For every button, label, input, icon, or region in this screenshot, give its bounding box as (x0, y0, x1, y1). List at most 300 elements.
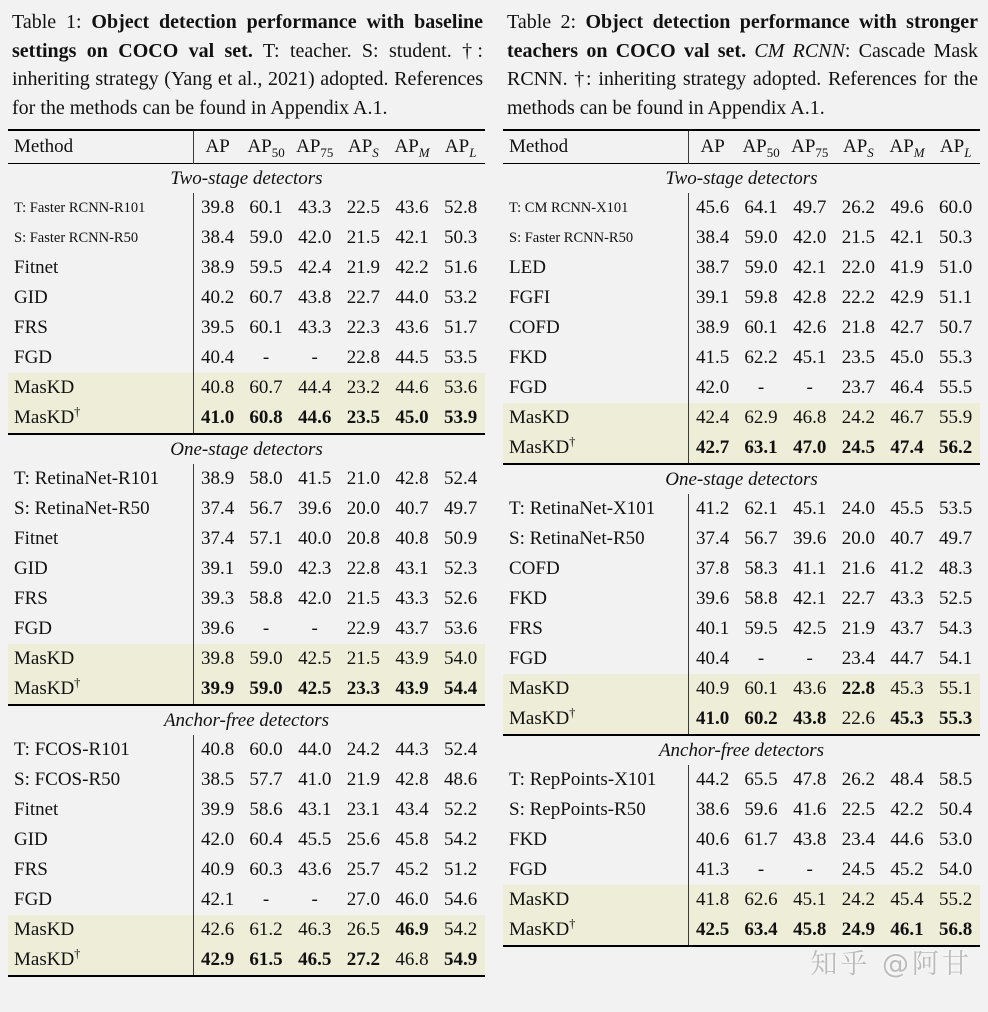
value-cell: 50.7 (939, 317, 973, 339)
table-section (503, 735, 980, 946)
value-cell: 21.5 (841, 227, 875, 249)
value-cell: 59.0 (249, 227, 283, 249)
header-row (8, 130, 485, 164)
value-cell: 42.0 (793, 227, 827, 249)
value-cell: 54.4 (436, 674, 485, 705)
value-cell: 45.2 (890, 859, 924, 881)
method-cell: GID (8, 825, 193, 855)
value-cell: 60.2 (737, 704, 786, 735)
table-row (8, 373, 485, 403)
value-cell: 42.1 (201, 889, 235, 911)
value-cell: 42.0 (298, 227, 332, 249)
value-cell: 56.2 (931, 433, 980, 464)
table-row (503, 343, 980, 373)
header-row (503, 130, 980, 164)
table-row (503, 614, 980, 644)
value-cell: 20.0 (841, 528, 875, 550)
value-cell: 26.5 (339, 915, 388, 945)
caption-segment: Table 1: (12, 11, 92, 33)
table-row (503, 765, 980, 795)
value-cell: 43.9 (388, 674, 437, 705)
table-row (503, 494, 980, 524)
value-cell: 51.0 (939, 257, 973, 279)
value-cell: 42.5 (290, 674, 339, 705)
value-cell: 44.4 (290, 373, 339, 403)
value-cell: 23.7 (841, 377, 875, 399)
table-section (8, 164, 485, 435)
table-row (503, 795, 980, 825)
table-row (8, 735, 485, 765)
value-cell: 27.0 (346, 889, 380, 911)
value-cell: 22.5 (841, 799, 875, 821)
table-row (503, 373, 980, 403)
value-cell: 55.3 (931, 704, 980, 735)
value-cell: 56.7 (744, 528, 778, 550)
table-row (503, 644, 980, 674)
value-cell: 41.0 (193, 403, 242, 434)
value-cell: 55.5 (939, 377, 973, 399)
value-cell: 40.0 (298, 528, 332, 550)
value-cell: 53.6 (444, 618, 478, 640)
method-cell: MasKD (503, 403, 688, 433)
value-cell: 54.0 (939, 859, 973, 881)
value-cell: 43.3 (395, 588, 429, 610)
value-cell: 43.8 (785, 704, 834, 735)
value-cell: 42.8 (793, 287, 827, 309)
value-cell: 46.8 (388, 945, 437, 976)
value-cell: 62.9 (737, 403, 786, 433)
table-row (8, 945, 485, 976)
table-row (8, 343, 485, 373)
dagger-marker: † (74, 405, 81, 420)
column-header: $AP_M$ (889, 136, 925, 161)
value-cell: 45.5 (890, 498, 924, 520)
value-cell: 42.9 (890, 287, 924, 309)
value-cell: 62.2 (744, 347, 778, 369)
value-cell: - (806, 377, 813, 399)
value-cell: 55.9 (931, 403, 980, 433)
watermark: 知乎 @阿甘 (810, 949, 972, 980)
value-cell: 20.8 (346, 528, 380, 550)
value-cell: 22.5 (346, 197, 380, 219)
value-cell: 48.4 (890, 769, 924, 791)
table-section (8, 705, 485, 976)
value-cell: 43.3 (298, 197, 332, 219)
value-cell: 60.8 (242, 403, 291, 434)
value-cell: 51.7 (444, 317, 478, 339)
value-cell: 22.8 (346, 347, 380, 369)
method-cell: FKD (503, 825, 688, 855)
section-title: Anchor-free detectors (658, 740, 825, 762)
caption-segment: Object detection performance with baseline settings on COCO val set. (12, 11, 484, 62)
value-cell: - (757, 648, 765, 670)
value-cell: 40.7 (395, 498, 429, 520)
value-cell: 43.7 (395, 618, 429, 640)
value-cell: 39.6 (298, 498, 332, 520)
right-column (503, 6, 980, 977)
value-cell: 50.4 (939, 799, 973, 821)
value-cell: 43.1 (395, 558, 429, 580)
table-row (503, 283, 980, 313)
value-cell: 46.5 (290, 945, 339, 976)
value-cell: 22.7 (346, 287, 380, 309)
method-cell: FRS (503, 614, 688, 644)
value-cell: 42.8 (395, 468, 429, 490)
value-cell: 40.8 (395, 528, 429, 550)
value-cell: 44.6 (290, 403, 339, 434)
value-cell: 39.9 (193, 674, 242, 705)
value-cell: 54.9 (436, 945, 485, 976)
value-cell: 46.9 (388, 915, 437, 945)
method-cell: COFD (503, 313, 688, 343)
value-cell: 44.5 (395, 347, 429, 369)
value-cell: 51.2 (444, 859, 478, 881)
table-row (503, 885, 980, 915)
value-cell: 42.5 (290, 644, 339, 674)
value-cell: 39.6 (793, 528, 827, 550)
value-cell: 43.9 (388, 644, 437, 674)
left-column (8, 6, 485, 977)
value-cell: 45.3 (883, 704, 932, 735)
value-cell: 52.6 (444, 588, 478, 610)
value-cell: 44.0 (298, 739, 332, 761)
column-header-method: Method (503, 130, 688, 164)
value-cell: 49.7 (939, 528, 973, 550)
value-cell: 44.3 (395, 739, 429, 761)
value-cell: 42.7 (688, 433, 737, 464)
column-header: AP (205, 136, 230, 158)
method-cell: FRS (8, 313, 193, 343)
value-cell: 40.4 (201, 347, 235, 369)
table-row (8, 765, 485, 795)
value-cell: 43.7 (890, 618, 924, 640)
value-cell: 42.1 (793, 257, 827, 279)
value-cell: 60.0 (939, 197, 973, 219)
value-cell: 41.1 (793, 558, 827, 580)
dagger-marker: † (74, 676, 81, 691)
method-cell: MasKD† (503, 915, 688, 946)
method-cell: COFD (503, 554, 688, 584)
value-cell: 59.5 (249, 257, 283, 279)
value-cell: 49.7 (444, 498, 478, 520)
value-cell: 51.6 (444, 257, 478, 279)
value-cell: 62.1 (744, 498, 778, 520)
value-cell: 40.4 (696, 648, 730, 670)
value-cell: 61.2 (242, 915, 291, 945)
value-cell: 43.6 (395, 197, 429, 219)
value-cell: 47.0 (785, 433, 834, 464)
method-cell: S: RepPoints-R50 (503, 795, 688, 825)
value-cell: 23.4 (841, 829, 875, 851)
method-cell: MasKD† (8, 674, 193, 705)
value-cell: 60.7 (249, 287, 283, 309)
value-cell: 21.6 (841, 558, 875, 580)
value-cell: 44.6 (388, 373, 437, 403)
value-cell: 41.2 (696, 498, 730, 520)
value-cell: 52.3 (444, 558, 478, 580)
value-cell: 55.2 (931, 885, 980, 915)
value-cell: 53.5 (444, 347, 478, 369)
method-cell: MasKD (8, 915, 193, 945)
value-cell: 59.0 (744, 227, 778, 249)
value-cell: 41.2 (890, 558, 924, 580)
value-cell: 42.3 (298, 558, 332, 580)
value-cell: 56.8 (931, 915, 980, 946)
method-cell: Fitnet (8, 795, 193, 825)
value-cell: 50.3 (444, 227, 478, 249)
value-cell: 52.8 (444, 197, 478, 219)
method-cell: FRS (8, 584, 193, 614)
value-cell: 40.6 (696, 829, 730, 851)
value-cell: 60.1 (744, 317, 778, 339)
value-cell: 45.1 (785, 885, 834, 915)
value-cell: - (262, 618, 270, 640)
method-cell: FGFI (503, 283, 688, 313)
value-cell: 45.4 (883, 885, 932, 915)
value-cell: 39.8 (193, 644, 242, 674)
value-cell: 43.8 (793, 829, 827, 851)
method-cell: MasKD (8, 373, 193, 403)
table-row (503, 253, 980, 283)
value-cell: 22.6 (834, 704, 883, 735)
table-row (8, 524, 485, 554)
method-cell: FGD (8, 885, 193, 915)
value-cell: 57.1 (249, 528, 283, 550)
value-cell: 39.8 (201, 197, 235, 219)
value-cell: 42.0 (696, 377, 730, 399)
value-cell: 41.0 (688, 704, 737, 735)
table-row (8, 674, 485, 705)
value-cell: 63.1 (737, 433, 786, 464)
table-row (8, 614, 485, 644)
value-cell: 24.5 (841, 859, 875, 881)
value-cell: 59.0 (242, 674, 291, 705)
value-cell: 52.2 (444, 799, 478, 821)
value-cell: 45.0 (388, 403, 437, 434)
value-cell: 40.8 (193, 373, 242, 403)
value-cell: 39.5 (201, 317, 235, 339)
method-cell: FKD (503, 584, 688, 614)
caption-segment: Table 2: (507, 11, 586, 33)
caption-segment: T: teacher. S: student. †: inheriting strategy (Yang et al., 2021) adopted. References for the methods can be found in Appendix A.1. (12, 39, 483, 119)
value-cell: 21.0 (346, 468, 380, 490)
table-row (503, 313, 980, 343)
value-cell: 58.8 (744, 588, 778, 610)
value-cell: 24.5 (834, 433, 883, 464)
value-cell: 23.2 (339, 373, 388, 403)
value-cell: 43.3 (298, 317, 332, 339)
value-cell: 60.3 (249, 859, 283, 881)
value-cell: 49.6 (890, 197, 924, 219)
value-cell: 21.5 (339, 644, 388, 674)
section-title: One-stage detectors (170, 439, 323, 461)
value-cell: 22.7 (841, 588, 875, 610)
section-title-row (8, 434, 485, 464)
method-cell: Fitnet (8, 253, 193, 283)
value-cell: 39.1 (696, 287, 730, 309)
value-cell: 53.5 (939, 498, 973, 520)
section-title-row (8, 164, 485, 194)
value-cell: 22.2 (841, 287, 875, 309)
value-cell: 48.6 (444, 769, 478, 791)
table-row (503, 403, 980, 433)
section-title: Two-stage detectors (170, 168, 323, 190)
value-cell: 41.3 (696, 859, 730, 881)
method-cell: S: Faster RCNN-R50 (8, 223, 193, 253)
value-cell: 38.9 (696, 317, 730, 339)
value-cell: 57.7 (249, 769, 283, 791)
value-cell: 55.3 (939, 347, 973, 369)
value-cell: 43.3 (890, 588, 924, 610)
column-header: $AP_M$ (394, 136, 430, 161)
value-cell: 59.0 (744, 257, 778, 279)
value-cell: 45.8 (395, 829, 429, 851)
value-cell: 44.6 (890, 829, 924, 851)
method-cell: FKD (503, 343, 688, 373)
value-cell: 46.8 (785, 403, 834, 433)
value-cell: 40.8 (201, 739, 235, 761)
value-cell: 22.8 (834, 674, 883, 704)
section-title-row (8, 705, 485, 735)
value-cell: 42.4 (298, 257, 332, 279)
column-header-method: Method (8, 130, 193, 164)
method-cell: MasKD† (8, 945, 193, 976)
value-cell: 54.2 (436, 915, 485, 945)
method-cell: GID (8, 554, 193, 584)
value-cell: 20.0 (346, 498, 380, 520)
value-cell: 44.0 (395, 287, 429, 309)
value-cell: 22.9 (346, 618, 380, 640)
table-section (8, 434, 485, 705)
value-cell: 54.0 (436, 644, 485, 674)
value-cell: 37.4 (696, 528, 730, 550)
value-cell: 39.6 (201, 618, 235, 640)
value-cell: 49.7 (793, 197, 827, 219)
section-title: Anchor-free detectors (163, 710, 330, 732)
value-cell: 53.6 (436, 373, 485, 403)
value-cell: 41.5 (298, 468, 332, 490)
value-cell: 46.1 (883, 915, 932, 946)
section-title: One-stage detectors (665, 469, 818, 491)
value-cell: 45.0 (890, 347, 924, 369)
value-cell: 22.0 (841, 257, 875, 279)
method-cell: S: RetinaNet-R50 (8, 494, 193, 524)
table-row (503, 554, 980, 584)
column-header: $AP_L$ (939, 136, 972, 161)
value-cell: 59.0 (249, 558, 283, 580)
table-row (8, 584, 485, 614)
method-cell: MasKD (503, 885, 688, 915)
value-cell: 46.4 (890, 377, 924, 399)
value-cell: 63.4 (737, 915, 786, 946)
value-cell: 60.7 (242, 373, 291, 403)
method-cell: MasKD† (503, 433, 688, 464)
caption-segment: Object detection performance with stronger teachers on COCO val set. (507, 11, 979, 62)
method-cell: MasKD† (503, 704, 688, 735)
value-cell: 42.4 (688, 403, 737, 433)
table-section (503, 164, 980, 465)
value-cell: 43.6 (785, 674, 834, 704)
value-cell: 43.4 (395, 799, 429, 821)
table2-caption (507, 8, 978, 122)
table-row (8, 193, 485, 223)
value-cell: - (757, 859, 765, 881)
value-cell: 60.4 (249, 829, 283, 851)
value-cell: 37.4 (201, 498, 235, 520)
value-cell: 41.8 (688, 885, 737, 915)
value-cell: 40.2 (201, 287, 235, 309)
value-cell: 42.9 (193, 945, 242, 976)
table-section (503, 464, 980, 735)
value-cell: 21.9 (346, 257, 380, 279)
value-cell: 42.6 (193, 915, 242, 945)
value-cell: 50.9 (444, 528, 478, 550)
value-cell: 22.8 (346, 558, 380, 580)
value-cell: 43.6 (298, 859, 332, 881)
value-cell: 44.2 (696, 769, 730, 791)
value-cell: 24.2 (346, 739, 380, 761)
value-cell: 40.9 (688, 674, 737, 704)
value-cell: 42.5 (793, 618, 827, 640)
method-cell: S: FCOS-R50 (8, 765, 193, 795)
table-row (8, 223, 485, 253)
value-cell: 26.2 (841, 769, 875, 791)
table-row (8, 885, 485, 915)
value-cell: 25.7 (346, 859, 380, 881)
value-cell: 40.9 (201, 859, 235, 881)
value-cell: 64.1 (744, 197, 778, 219)
value-cell: 61.5 (242, 945, 291, 976)
value-cell: 54.1 (939, 648, 973, 670)
section-title-row (503, 735, 980, 765)
table-row (8, 253, 485, 283)
table-row (8, 795, 485, 825)
value-cell: 21.9 (346, 769, 380, 791)
value-cell: 47.8 (793, 769, 827, 791)
value-cell: 38.4 (201, 227, 235, 249)
column-header: $AP_{75}$ (791, 136, 829, 161)
value-cell: 51.1 (939, 287, 973, 309)
method-cell: MasKD† (8, 403, 193, 434)
value-cell: 60.1 (737, 674, 786, 704)
section-title-row (503, 464, 980, 494)
dagger-marker: † (569, 917, 576, 932)
value-cell: 21.5 (346, 588, 380, 610)
value-cell: 41.6 (793, 799, 827, 821)
value-cell: 38.7 (696, 257, 730, 279)
value-cell: 59.5 (744, 618, 778, 640)
value-cell: 53.9 (436, 403, 485, 434)
value-cell: - (262, 889, 270, 911)
table-row (503, 524, 980, 554)
value-cell: - (757, 377, 765, 399)
value-cell: 65.5 (744, 769, 778, 791)
value-cell: 47.4 (883, 433, 932, 464)
section-title-row (503, 164, 980, 194)
table2 (503, 129, 980, 947)
value-cell: 24.0 (841, 498, 875, 520)
value-cell: 43.1 (298, 799, 332, 821)
caption-segment: CM RCNN (746, 39, 845, 62)
table-row (8, 915, 485, 945)
value-cell: 42.5 (688, 915, 737, 946)
value-cell: 37.8 (696, 558, 730, 580)
method-cell: GID (8, 283, 193, 313)
value-cell: 46.0 (395, 889, 429, 911)
value-cell: 39.1 (201, 558, 235, 580)
value-cell: 45.8 (785, 915, 834, 946)
value-cell: 42.0 (201, 829, 235, 851)
